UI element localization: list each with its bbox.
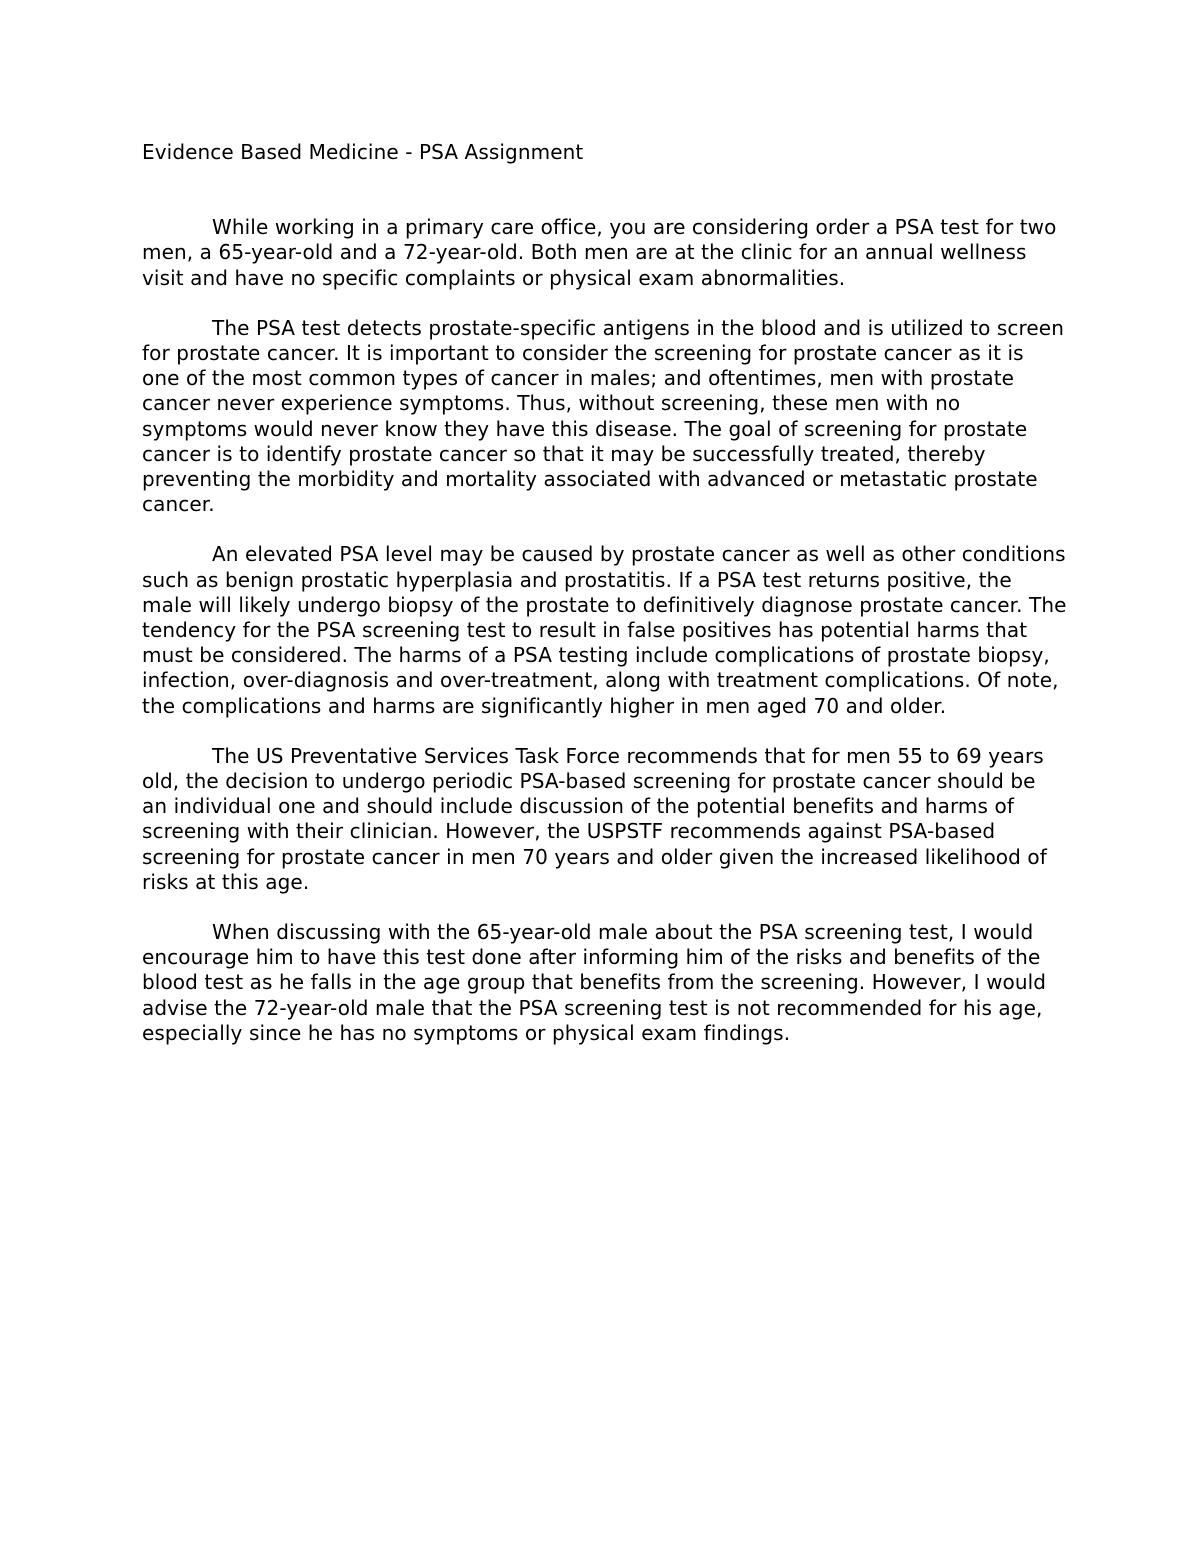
paragraph-uspstf: The US Preventative Services Task Force recommends that for men 55 to 69 years old, the decision to undergo periodic PSA-based screening for prostate cancer should be an individual one and should include discussion of the potential benefits and harms of screening with their clinician. However, the USPSTF recommends against PSA-based screening for prostate cancer in men 70 years and older given the increased likelihood of risks at this age. [142, 743, 1047, 894]
paragraph-harms: An elevated PSA level may be caused by prostate cancer as well as other conditions such as benign prostatic hyperplasia and prostatitis. If a PSA test returns positive, the male will likely undergo biopsy of the prostate to definitively diagnose prostate cancer. The tendency for the PSA screening test to result in false positives has potential harms that must be considered. The harms of a PSA testing include complications of prostate biopsy, infection, over-diagnosis and over-treatment, along with treatment complications. Of note, the complications and harms are significantly higher in men aged 70 and older. [142, 542, 1067, 718]
paragraph-conclusion: When discussing with the 65-year-old male about the PSA screening test, I would encourage him to have this test done after informing him of the risks and benefits of the blood test as he falls in the age group that benefits from the screening. However, I would advise the 72-year-old male that the PSA screening test is not recommended for his age, especially since he has no symptoms or physical exam findings. [142, 920, 1047, 1045]
document-title: Evidence Based Medicine - PSA Assignment [142, 140, 584, 164]
paragraph-intro: While working in a primary care office, you are considering order a PSA test for two men, a 65-year-old and a 72-year-old. Both men are at the clinic for an annual wellness visit and have no specific complaints or physical exam abnormalities. [142, 215, 1057, 290]
paragraph-psa-test: The PSA test detects prostate-specific antigens in the blood and is utilized to screen for prostate cancer. It is important to consider the screening for prostate cancer as it is one of the most common types of cancer in males; and oftentimes, men with prostate cancer never experience symptoms. Thus, without screening, these men with no symptoms would never know they have this disease. The goal of screening for prostate cancer is to identify prostate cancer so that it may be successfully treated, thereby preventing the morbidity and mortality associated with advanced or metastatic prostate cancer. [142, 315, 1064, 517]
document-body [142, 140, 1067, 1046]
